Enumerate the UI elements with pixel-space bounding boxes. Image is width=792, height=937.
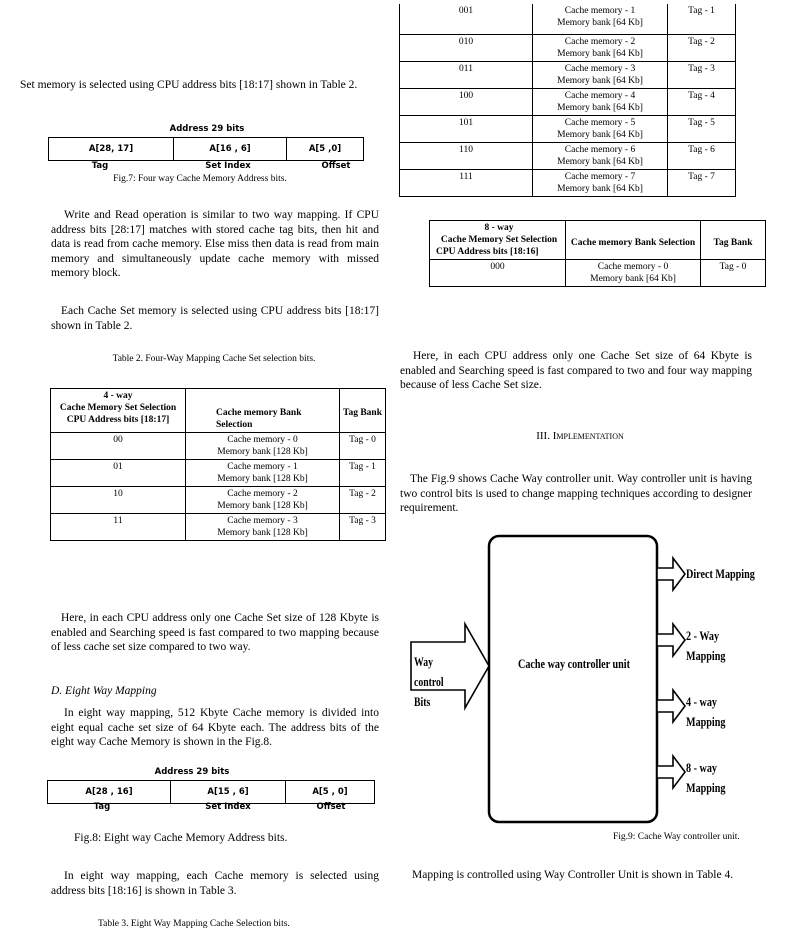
figure-7-caption: Fig.7: Four way Cache Memory Address bits. <box>113 174 287 184</box>
output-label-direct-mapping: Direct Mapping <box>686 566 755 581</box>
table-header-row <box>430 221 766 260</box>
offset-label: Offset <box>321 161 351 171</box>
address-bits-title: Address 29 bits <box>154 767 230 777</box>
output-arrow-icon <box>657 558 685 590</box>
paragraph-set-memory: Set memory is selected using CPU address bits [18:17] shown in Table 2. <box>20 79 358 91</box>
set-index-field: A[16 , 6] <box>174 138 287 160</box>
set-index-field: A[15 , 6] <box>171 781 286 803</box>
output-arrow-icon <box>657 756 685 788</box>
table-3-continued <box>399 4 736 197</box>
output-label-2-way: 2 - Way Mapping <box>686 628 726 663</box>
paragraph-mapping: Mapping is controlled using Way Controller Unit is shown in Table 4. <box>412 869 734 881</box>
table-3-caption: Table 3. Eight Way Mapping Cache Selection bits. <box>98 919 290 929</box>
controller-box-label: Cache way controller unit <box>517 656 631 671</box>
table-header-row <box>51 389 386 433</box>
header-set-selection: Cache Memory Set Selection <box>440 235 558 245</box>
table-row: 010 Cache memory - 2 Memory bank [64 Kb] Tag - 2 <box>400 34 736 61</box>
heading-eight-way-mapping: D. Eight Way Mapping <box>51 685 157 697</box>
table-row: 101 Cache memory - 5 Memory bank [64 Kb] Tag - 5 <box>400 115 736 142</box>
output-arrow-icon <box>657 624 685 656</box>
controller-box <box>489 536 657 822</box>
tag-field: A[28, 17] <box>49 138 174 160</box>
header-tag-bank: Tag Bank <box>701 221 766 260</box>
tag-label: Tag <box>91 161 109 171</box>
header-tag-bank: Tag Bank <box>340 389 386 433</box>
table-row: 110 Cache memory - 6 Memory bank [64 Kb] Tag - 6 <box>400 142 736 169</box>
table-row: 000 Cache memory - 0 Memory bank [64 Kb] Tag - 0 <box>430 260 766 287</box>
tag-field: A[28 , 16] <box>48 781 171 803</box>
paragraph-eight-way: In eight way mapping, 512 Kbyte Cache memory is divided into eight equal cache set size of 64 Kbyte each. The address bits of the eight way Cache Memory is shown in the Fig.8. <box>51 707 379 748</box>
table-row: 11 Cache memory - 3 Memory bank [128 Kb] Tag - 3 <box>51 514 386 541</box>
figure-8-caption: Fig.8: Eight way Cache Memory Address bits. <box>74 832 288 844</box>
header-8-way: 8 - way <box>484 223 514 233</box>
header-cpu-bits: CPU Address bits [18:17] <box>66 415 170 425</box>
header-4-way: 4 - way <box>103 391 133 401</box>
offset-field: A[5 , 0] <box>312 787 348 797</box>
set-index-label: Set Index <box>205 161 251 171</box>
table-row: 100 Cache memory - 4 Memory bank [64 Kb] Tag - 4 <box>400 88 736 115</box>
input-label: Way control Bits <box>414 655 444 709</box>
section-heading-implementation: III. Implementation <box>536 430 624 442</box>
set-index-label: Set Index <box>205 802 251 812</box>
figure-8-address-diagram <box>47 767 377 817</box>
paragraph-here-128: Here, in each CPU address only one Cache Set size of 128 Kbyte is enabled and Searching speed is fast compared to two mapping because of less cache set size compared to two way. <box>51 612 379 653</box>
table-row: 011 Cache memory - 3 Memory bank [64 Kb] Tag - 3 <box>400 61 736 88</box>
offset-label: Offset <box>316 802 346 812</box>
header-bank-selection: Cache memory Bank Selection <box>186 389 340 433</box>
paragraph-write-read: Write and Read operation is similar to two way mapping. If CPU address bits [28:17] matches with stored cache tag bits, then hit and data is read from cache memory. Else miss then data is read from main memory and simultaneously update cache memory with missed memory block. <box>51 209 379 279</box>
paragraph-here-64: Here, in each CPU address only one Cache Set size of 64 Kbyte is enabled and Searching speed is fast compared to two and four way mapping because of less Cache Set size. <box>400 350 752 391</box>
tag-label: Tag <box>93 802 111 812</box>
output-arrow-icon <box>657 690 685 722</box>
paragraph-fig9: The Fig.9 shows Cache Way controller unit. Way controller unit is having two control bits is used to change mapping techniques according to designer requirement. <box>400 473 752 514</box>
table-row: 00 Cache memory - 0 Memory bank [128 Kb] Tag - 0 <box>51 433 386 460</box>
header-bank-selection: Cache memory Bank Selection <box>566 221 701 260</box>
output-label-8-way: 8 - way Mapping <box>686 760 726 795</box>
table-row: 001 Cache memory - 1 Memory bank [64 Kb] Tag - 1 <box>400 4 736 34</box>
paragraph-eight-selection: In eight way mapping, each Cache memory is selected using address bits [18:16] is shown in Table 3. <box>51 870 379 897</box>
header-set-selection: Cache Memory Set Selection <box>59 403 177 413</box>
table-row: 01 Cache memory - 1 Memory bank [128 Kb] Tag - 1 <box>51 460 386 487</box>
table-2-caption: Table 2. Four-Way Mapping Cache Set selection bits. <box>112 354 316 364</box>
output-label-4-way: 4 - way Mapping <box>686 694 726 729</box>
table-2 <box>50 388 386 541</box>
table-3-header-block <box>429 220 766 287</box>
table-row: 111 Cache memory - 7 Memory bank [64 Kb] Tag - 7 <box>400 169 736 196</box>
table-row: 10 Cache memory - 2 Memory bank [128 Kb] Tag - 2 <box>51 487 386 514</box>
offset-field: A[5 ,0] <box>308 144 342 154</box>
paragraph-each-set: Each Cache Set memory is selected using CPU address bits [18:17] shown in Table 2. <box>51 305 379 332</box>
address-bits-title: Address 29 bits <box>169 124 245 134</box>
figure-9-caption: Fig.9: Cache Way controller unit. <box>613 832 740 842</box>
header-cpu-bits: CPU Address bits [18:16] <box>436 247 539 257</box>
